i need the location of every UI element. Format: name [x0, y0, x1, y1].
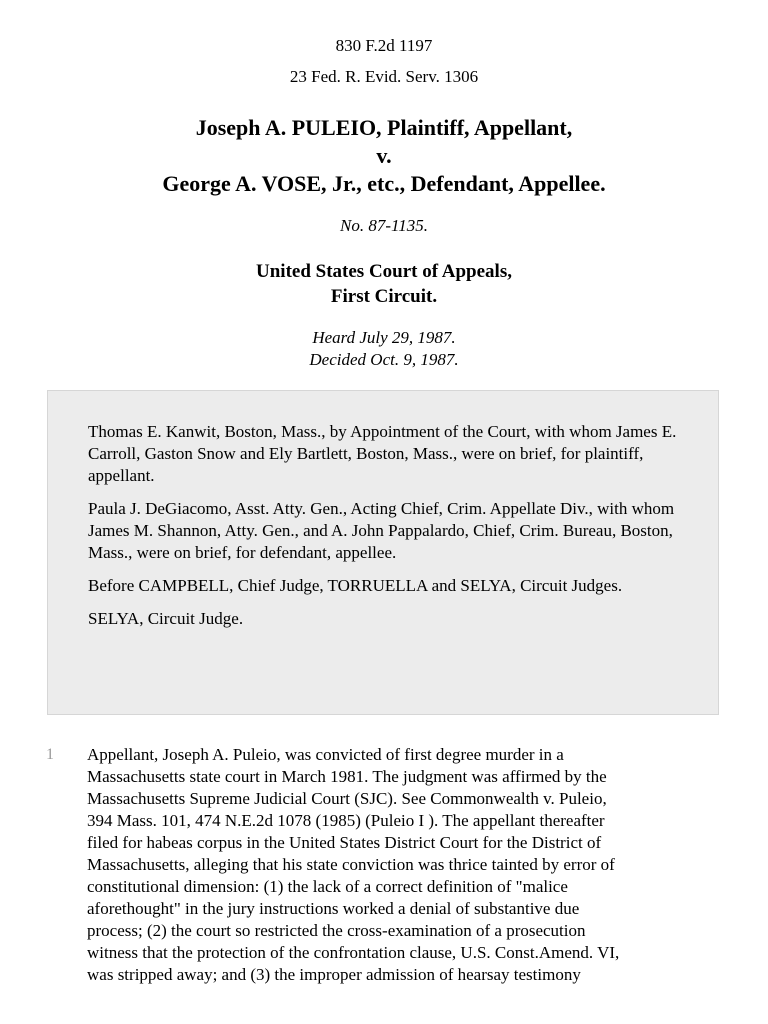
paragraph-number[interactable]: 1: [46, 746, 54, 763]
text-line: process; (2) the court so restricted the cross-examination of a prosecution: [87, 921, 586, 940]
court-name: [0, 259, 768, 309]
text-line: Massachusetts state court in March 1981. The judgment was affirmed by the: [87, 767, 607, 786]
case-caption: [0, 114, 768, 198]
text-line: was stripped away; and (3) the improper admission of hearsay testimony: [87, 965, 581, 984]
text-line: witness that the protection of the confrontation clause, U.S. Const.Amend. VI,: [87, 943, 620, 962]
counsel-appellant: Thomas E. Kanwit, Boston, Mass., by Appointment of the Court, with whom James E. Carroll, Gaston Snow and Ely Bartlett, Boston, Mass., were on brief, for plaintiff, appellant.: [88, 422, 677, 485]
text-line: Massachusetts Supreme Judicial Court (SJC). See Commonwealth v. Puleio,: [87, 789, 607, 808]
caption-versus: v.: [376, 143, 392, 168]
court-name-line-1: United States Court of Appeals,: [256, 261, 512, 282]
docket-number: No. 87-1135.: [340, 216, 428, 235]
court-name-line-2: First Circuit.: [330, 286, 438, 307]
paragraph-text: [87, 744, 727, 986]
opinion-author: SELYA, Circuit Judge.: [88, 609, 244, 628]
counsel-panel: [47, 390, 719, 715]
text-line: 394 Mass. 101, 474 N.E.2d 1078 (1985) (Puleio I ). The appellant thereafter: [87, 811, 605, 830]
text-line: Appellant, Joseph A. Puleio, was convicted of first degree murder in a: [87, 745, 564, 764]
text-line: constitutional dimension: (1) the lack of a correct definition of "malice: [87, 877, 568, 896]
heard-date: Heard July 29, 1987.: [312, 328, 456, 347]
reporter-citation: 830 F.2d 1197: [335, 36, 433, 55]
caption-plaintiff: Joseph A. PULEIO, Plaintiff, Appellant,: [195, 115, 573, 140]
evidence-service-citation: 23 Fed. R. Evid. Serv. 1306: [289, 67, 479, 86]
case-dates: [0, 327, 768, 371]
decided-date: Decided Oct. 9, 1987.: [309, 350, 459, 369]
text-line: Massachusetts, alleging that his state conviction was thrice tainted by error of: [87, 855, 615, 874]
counsel-appellee: Paula J. DeGiacomo, Asst. Atty. Gen., Acting Chief, Crim. Appellate Div., with whom James M. Shannon, Atty. Gen., and A. John Pappalardo, Chief, Crim. Bureau, Boston, Mass., were on brief, for defendant, appellee.: [88, 499, 675, 562]
panel-judges: Before CAMPBELL, Chief Judge, TORRUELLA and SELYA, Circuit Judges.: [88, 576, 623, 595]
text-line: filed for habeas corpus in the United States District Court for the District of: [87, 833, 602, 852]
text-line: aforethought" in the jury instructions worked a denial of substantive due: [87, 899, 580, 918]
caption-defendant: George A. VOSE, Jr., etc., Defendant, Appellee.: [162, 171, 606, 196]
